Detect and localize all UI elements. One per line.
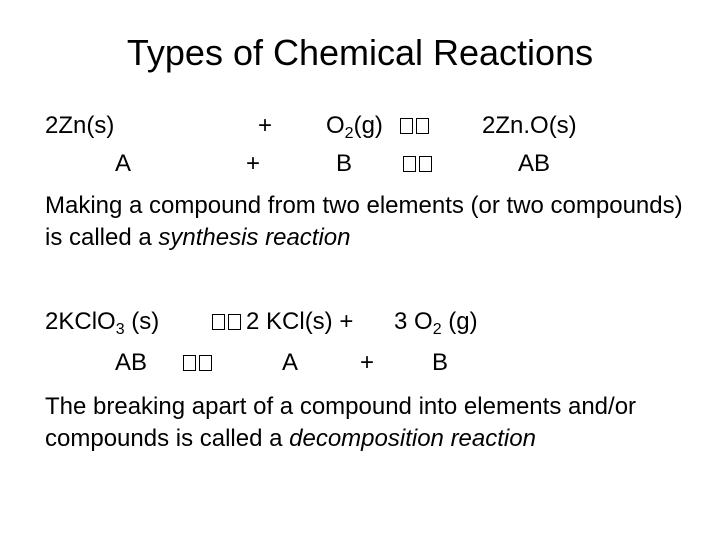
decomposition-product-1: 2 KCl(s) + <box>246 308 354 335</box>
synthesis-general-plus: + <box>246 150 261 177</box>
synthesis-plus: + <box>258 112 273 139</box>
synthesis-general-ab: AB <box>518 150 551 177</box>
synthesis-general-arrow-glyph-icon <box>403 150 435 178</box>
decomposition-product-2-base: 3 O <box>394 308 433 335</box>
synthesis-reactant-1: 2Zn(s) <box>45 112 115 139</box>
synthesis-reactant-2 <box>326 112 383 143</box>
decomposition-arrow-glyph-icon <box>212 308 244 336</box>
decomposition-general-plus: + <box>360 349 375 376</box>
decomposition-general-ab: AB <box>115 349 148 376</box>
decomposition-general-a: A <box>282 349 299 376</box>
decomposition-reactant <box>45 308 159 339</box>
decomposition-reactant-subscript: 3 <box>115 321 125 338</box>
synthesis-general-b: B <box>336 150 353 177</box>
decomposition-general-arrow-glyph-icon <box>183 349 215 377</box>
decomposition-description-text: The breaking apart of a compound into elements and/or compounds is called a <box>45 393 637 452</box>
synthesis-reactant-2-base: O <box>326 112 345 139</box>
decomposition-product-2-state: (g) <box>441 308 478 335</box>
synthesis-description-text: Making a compound from two elements (or two compounds) is called a <box>45 192 683 251</box>
synthesis-product: 2Zn.O(s) <box>482 112 577 139</box>
decomposition-general-b: B <box>432 349 449 376</box>
decomposition-product-2 <box>394 308 478 339</box>
synthesis-reactant-2-subscript: 2 <box>344 125 354 142</box>
slide-title: Types of Chemical Reactions <box>126 32 594 73</box>
decomposition-term: decomposition reaction <box>289 425 536 452</box>
synthesis-term: synthesis reaction <box>158 224 351 251</box>
decomposition-product-2-subscript: 2 <box>432 321 442 338</box>
synthesis-general-a: A <box>115 150 132 177</box>
decomposition-reactant-base: 2KClO <box>45 308 116 335</box>
synthesis-description <box>45 190 685 254</box>
synthesis-arrow-glyph-icon <box>400 112 432 140</box>
synthesis-reactant-2-state: (g) <box>353 112 383 139</box>
decomposition-reactant-state: (s) <box>124 308 160 335</box>
decomposition-description <box>45 391 690 455</box>
